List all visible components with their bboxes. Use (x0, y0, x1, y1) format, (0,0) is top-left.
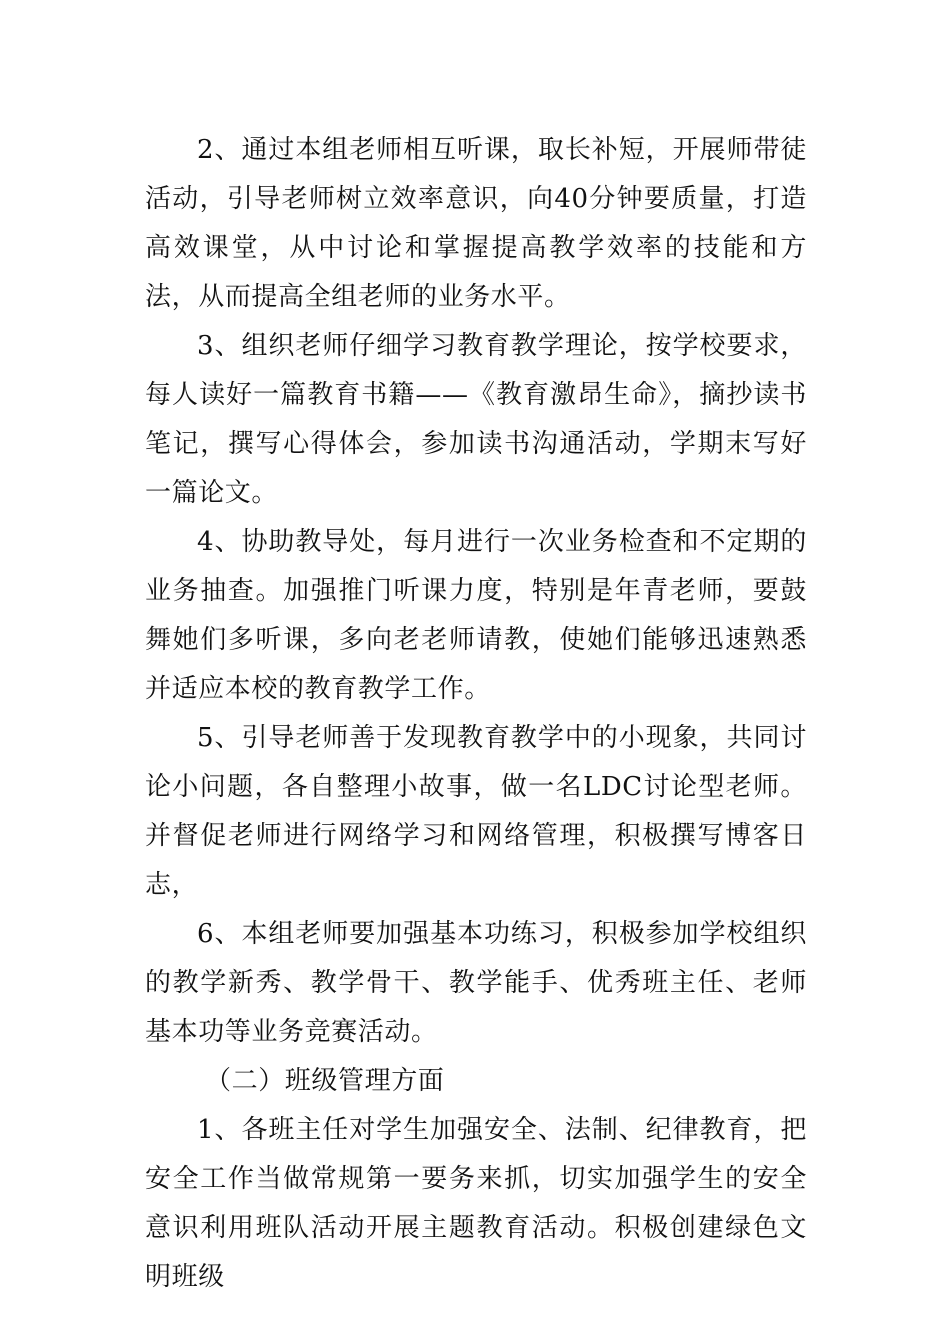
paragraph-item-6: 6、本组老师要加强基本功练习，积极参加学校组织的教学新秀、教学骨干、教学能手、优秀班主任、老师基本功等业务竞赛活动。 (145, 919, 807, 1047)
paragraph-class-management-1: 1、各班主任对学生加强安全、法制、纪律教育，把安全工作当做常规第一要务来抓，切实加强学生的安全意识利用班队活动开展主题教育活动。积极创建绿色文明班级 (145, 1115, 807, 1292)
paragraph-item-3: 3、组织老师仔细学习教育教学理论，按学校要求，每人读好一篇教育书籍——《教育激昂生命》，摘抄读书笔记，撰写心得体会，参加读书沟通活动，学期末写好一篇论文。 (145, 331, 807, 508)
paragraph-item-4: 4、协助教导处，每月进行一次业务检查和不定期的业务抽查。加强推门听课力度，特别是年青老师，要鼓舞她们多听课，多向老老师请教，使她们能够迅速熟悉并适应本校的教育教学工作。 (145, 527, 807, 704)
paragraph-item-2: 2、通过本组老师相互听课，取长补短，开展师带徒活动，引导老师树立效率意识，向40分钟要质量，打造高效课堂，从中讨论和掌握提高教学效率的技能和方法，从而提高全组老师的业务水平。 (145, 135, 807, 312)
paragraph-item-5: 5、引导老师善于发现教育教学中的小现象，共同讨论小问题，各自整理小故事，做一名LDC讨论型老师。并督促老师进行网络学习和网络管理，积极撰写博客日志， (145, 723, 807, 900)
document-page (145, 126, 807, 1302)
section-heading-class-management: （二）班级管理方面 (205, 1066, 445, 1096)
